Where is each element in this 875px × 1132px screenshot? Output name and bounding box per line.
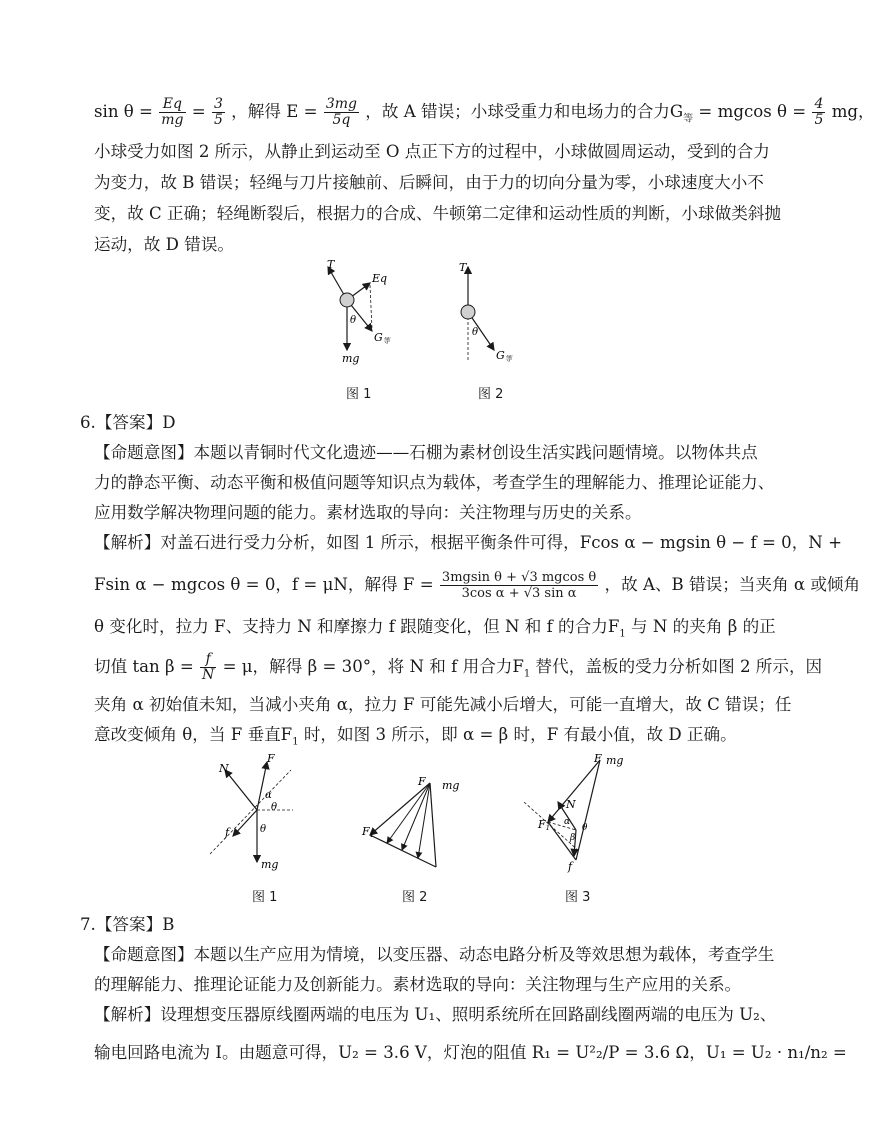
- q7-analysis-1: 【解析】设理想变压器原线圈两端的电压为 U₁、照明系统所在回路副线圈两端的电压为 U₂、: [94, 1005, 777, 1024]
- q6-analysis-1: 【解析】对盖石进行受力分析，如图 1 所示，根据平衡条件可得，Fcos α − mgsin θ − f = 0，N +: [94, 533, 843, 552]
- label-mg: mg: [261, 858, 279, 871]
- label-F: F: [267, 752, 275, 765]
- label-theta: θ: [472, 327, 479, 338]
- text: Fsin α − mgcos θ = 0，f = μN，解得 F =: [94, 575, 434, 594]
- label-G-main: G: [496, 349, 505, 362]
- text: ，故 A 错误；小球受重力和电场力的合力G: [365, 102, 684, 121]
- fraction: [324, 97, 359, 128]
- ball: [340, 293, 354, 307]
- denominator: mg: [161, 112, 184, 128]
- fraction: [812, 97, 825, 128]
- q6-intent-3: 应用数学解决物理问题的能力。素材选取的导向：关注物理与历史的关系。: [94, 503, 642, 522]
- label-F1-main: F: [362, 825, 370, 838]
- label-theta: θ: [582, 823, 588, 833]
- q6-analysis-6: [94, 724, 737, 753]
- numerator: Eq: [159, 97, 185, 113]
- label-beta: β: [570, 833, 576, 843]
- text: ，故 A、B 错误；当夹角 α 或倾角: [604, 575, 861, 594]
- friction-arrow: [233, 810, 257, 836]
- q5-line-3: 为变力，故 B 错误；轻绳与刀片接触前、后瞬间，由于力的切向分量为零，小球速度大小不: [94, 173, 764, 192]
- q5-fig2-caption: 图 2: [478, 387, 504, 402]
- label-N: N: [219, 762, 229, 775]
- label-G-sub: 等: [504, 355, 512, 363]
- q5-fig1-caption: 图 1: [346, 387, 372, 402]
- label-alpha: α: [564, 817, 571, 827]
- q6-analysis-4: [94, 652, 822, 685]
- dashed-line: [370, 285, 372, 329]
- q6-fig1-caption: 图 1: [252, 890, 278, 905]
- label-F: F: [418, 775, 426, 788]
- label-G-sub: 等: [382, 337, 390, 345]
- q6-fig2-caption: 图 2: [402, 890, 428, 905]
- label-F1: [537, 818, 550, 832]
- text: 意改变倾角 θ，当 F 垂直F: [94, 725, 293, 744]
- ball: [461, 305, 475, 319]
- label-theta-2: θ: [260, 824, 267, 835]
- q5-line-4: 变，故 C 正确；轻绳断裂后，根据力的合成、牛顿第二定律和运动性质的判断，小球做类斜抛: [94, 204, 781, 223]
- label-F: F: [594, 752, 602, 765]
- text: =: [191, 102, 206, 121]
- q6-intent-2: 力的静态平衡、动态平衡和极值问题等知识点为载体，考查学生的理解能力、推理论证能力、: [94, 473, 775, 492]
- label-T: T: [459, 261, 467, 274]
- label-F1-main: F: [538, 818, 546, 831]
- q5-line-5: 运动，故 D 错误。: [94, 235, 235, 254]
- q7-answer: 7.【答案】B: [80, 915, 175, 934]
- q6-figure-1: [205, 752, 305, 877]
- label-T: T: [327, 258, 335, 271]
- numerator: 3mg: [325, 96, 357, 112]
- normal-force-arrow: [225, 770, 257, 810]
- label-N: N: [566, 798, 576, 811]
- q6-analysis-2: [94, 570, 860, 601]
- label-f: f: [568, 860, 573, 873]
- q7-intent-2: 的理解能力、推理论证能力及创新能力。素材选取的导向：关注物理与生产应用的关系。: [94, 975, 742, 994]
- fraction: [440, 570, 598, 601]
- text: = μ，解得 β = 30°，将 N 和 f 用合力F: [222, 657, 524, 676]
- label-F1-sub: 1: [369, 831, 375, 839]
- label-F1-sub: 1: [545, 824, 551, 832]
- q7-analysis-2: 输电回路电流为 I。由题意可得，U₂ = 3.6 V，灯泡的阻值 R₁ = U²₂/P = 3.6 Ω，U₁ = U₂ · n₁/n₂ =: [94, 1043, 847, 1062]
- fraction: [159, 97, 185, 128]
- fraction: [212, 97, 225, 128]
- q5-line-1: [94, 97, 875, 130]
- label-G-main: G: [374, 331, 383, 344]
- numerator: 3mgsin θ + √3 mgcos θ: [441, 570, 597, 585]
- pull-force-arrow: [257, 762, 267, 810]
- label-mg: mg: [442, 779, 460, 792]
- text: = mgcos θ =: [698, 102, 807, 121]
- denominator: 5: [213, 112, 223, 128]
- q6-analysis-3: [94, 616, 776, 645]
- text: sin θ =: [94, 102, 153, 121]
- denominator: 5q: [332, 112, 351, 128]
- q6-answer: 6.【答案】D: [80, 413, 176, 432]
- denominator: N: [202, 667, 215, 683]
- q6-fig3-caption: 图 3: [565, 890, 591, 905]
- subscript: 1: [292, 736, 299, 748]
- label-theta: θ: [271, 802, 278, 813]
- text: θ 变化时，拉力 F、支持力 N 和摩擦力 f 跟随变化，但 N 和 f 的合力F: [94, 617, 620, 636]
- F1-arrow: [370, 783, 430, 835]
- text: ，解得 E =: [231, 102, 318, 121]
- numerator: 4: [814, 96, 824, 112]
- text: 与 N 的夹角 β 的正: [631, 617, 776, 636]
- q6-analysis-5: 夹角 α 初始值未知，当减小夹角 α，拉力 F 可能先减小后增大，可能一直增大，故 C 错误；任: [94, 695, 792, 714]
- label-mg: mg: [342, 352, 360, 365]
- q6-figure-3: [520, 750, 630, 875]
- numerator: 3: [213, 96, 223, 112]
- label-f: f: [225, 826, 230, 839]
- q6-figure-2: [360, 775, 470, 875]
- label-Eq: Eq: [372, 272, 388, 285]
- q5-figure-2: [448, 255, 528, 365]
- label-G: [374, 331, 391, 345]
- label-G: [496, 349, 513, 363]
- mg-line: [430, 783, 436, 867]
- incline-line: [210, 770, 291, 854]
- numerator: f: [200, 652, 216, 668]
- text: 切值 tan β =: [94, 657, 194, 676]
- denominator: 5: [814, 112, 824, 128]
- text: 时，如图 3 所示，即 α = β 时，F 有最小值，故 D 正确。: [303, 725, 737, 744]
- closing-line: [370, 835, 436, 867]
- text: 替代，盖板的受力分析如图 2 所示，因: [535, 657, 823, 676]
- q7-intent-1: 【命题意图】本题以生产应用为情境，以变压器、动态电路分析及等效思想为载体，考查学生: [94, 945, 775, 964]
- denominator: 3cos α + √3 sin α: [461, 586, 577, 601]
- q5-figure-1: [310, 255, 420, 365]
- fraction: [200, 652, 216, 683]
- label-F1: [361, 825, 374, 839]
- subscript: 1: [619, 628, 626, 640]
- text: mg，: [831, 102, 875, 121]
- subscript: 1: [523, 668, 531, 680]
- F-arrow-2: [418, 783, 430, 858]
- label-theta: θ: [350, 315, 357, 326]
- label-alpha: α: [265, 790, 272, 801]
- subscript: 等: [683, 113, 694, 125]
- q6-intent-1: 【命题意图】本题以青铜时代文化遗迹——石棚为素材创设生活实践问题情境。以物体共点: [94, 443, 758, 462]
- q5-line-2: 小球受力如图 2 所示，从静止到运动至 O 点正下方的过程中，小球做圆周运动，受到的合力: [94, 142, 770, 161]
- label-mg: mg: [606, 754, 624, 767]
